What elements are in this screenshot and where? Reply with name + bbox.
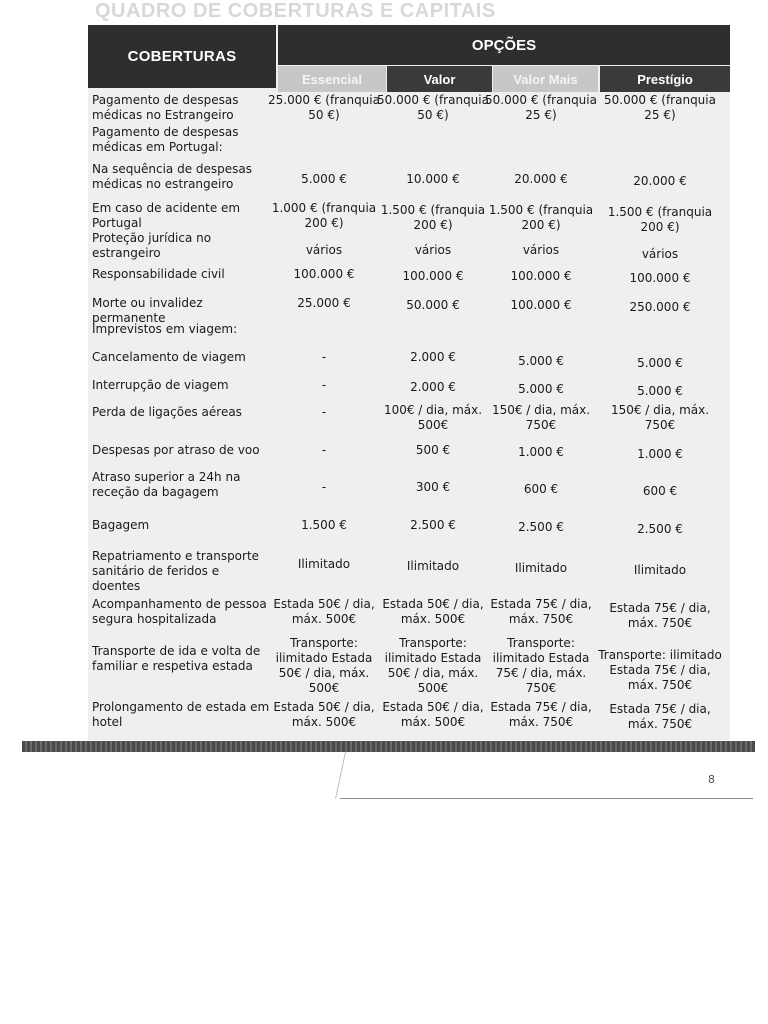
- row-value: 100.000 €: [629, 271, 691, 285]
- row-value: -: [321, 378, 327, 392]
- row-value: 250.000 €: [629, 300, 691, 314]
- row-value: 50.000 €: [406, 298, 460, 312]
- coberturas-header: COBERTURAS: [88, 25, 276, 88]
- row-value: 10.000 €: [406, 172, 460, 186]
- row-label: Imprevistos em viagem:: [92, 322, 238, 336]
- row-value: 100.000 €: [510, 269, 572, 283]
- row-label: Proteção jurídica no estrangeiro: [92, 231, 212, 260]
- row-value: 50.000 € (franquia 25 €): [485, 93, 597, 122]
- row-label: Prolongamento de estada em hotel: [92, 700, 270, 729]
- option-header-valor: Valor: [387, 66, 492, 92]
- row-value: Transporte: ilimitado Estada 75€ / dia, máx. 750€: [598, 648, 722, 692]
- footer-line: [340, 798, 753, 799]
- row-value: Estada 50€ / dia, máx. 500€: [273, 700, 375, 729]
- row-label: Cancelamento de viagem: [92, 350, 246, 364]
- page-fold: [320, 752, 346, 799]
- row-value: 100.000 €: [510, 298, 572, 312]
- row-value: 300 €: [415, 480, 451, 494]
- row-label: Acompanhamento de pessoa segura hospitalizada: [92, 597, 267, 626]
- row-value: 1.500 €: [301, 518, 347, 532]
- row-value: 1.500 € (franquia 200 €): [488, 203, 594, 232]
- row-label: Pagamento de despesas médicas no Estrangeiro: [92, 93, 239, 122]
- row-value: Ilimitado: [514, 561, 568, 575]
- row-value: Estada 75€ / dia, máx. 750€: [609, 601, 711, 630]
- row-value: Ilimitado: [297, 557, 351, 571]
- row-value: 1.000 €: [637, 447, 683, 461]
- row-value: Ilimitado: [633, 563, 687, 577]
- option-header-essencial: Essencial: [278, 66, 386, 92]
- row-value: Estada 50€ / dia, máx. 500€: [382, 597, 484, 626]
- row-label: Repatriamento e transporte sanitário de feridos e doentes: [92, 549, 260, 593]
- row-value: Transporte: ilimitado Estada 50€ / dia, máx. 500€: [384, 636, 482, 695]
- row-value: Ilimitado: [406, 559, 460, 573]
- row-value: vários: [414, 243, 452, 257]
- row-value: -: [321, 443, 327, 457]
- row-label: Transporte de ida e volta de familiar e respetiva estada: [92, 644, 261, 673]
- row-value: 600 €: [642, 484, 678, 498]
- row-value: Estada 75€ / dia, máx. 750€: [490, 700, 592, 729]
- row-value: -: [321, 350, 327, 364]
- row-value: 150€ / dia, máx. 750€: [491, 403, 591, 432]
- row-value: 20.000 €: [633, 174, 687, 188]
- option-header-prestigio: Prestígio: [600, 66, 730, 92]
- row-value: -: [321, 480, 327, 494]
- row-value: 1.500 € (franquia 200 €): [380, 203, 486, 232]
- row-label: Na sequência de despesas médicas no estrangeiro: [92, 162, 253, 191]
- row-value: vários: [522, 243, 560, 257]
- row-label: Morte ou invalidez permanente: [92, 296, 203, 325]
- row-value: 100.000 €: [293, 267, 355, 281]
- row-label: Interrupção de viagem: [92, 378, 229, 392]
- row-value: 5.000 €: [518, 354, 564, 368]
- row-value: Estada 75€ / dia, máx. 750€: [609, 702, 711, 731]
- row-value: 600 €: [523, 482, 559, 496]
- row-value: Transporte: ilimitado Estada 75€ / dia, máx. 750€: [492, 636, 590, 695]
- row-value: 20.000 €: [514, 172, 568, 186]
- row-value: 1.000 €: [518, 445, 564, 459]
- row-value: 1.000 € (franquia 200 €): [271, 201, 377, 230]
- footer-bar: [22, 741, 755, 752]
- opcoes-header: OPÇÕES: [278, 25, 730, 65]
- row-value: 2.000 €: [410, 350, 456, 364]
- row-label: Em caso de acidente em Portugal: [92, 201, 241, 230]
- row-value: 5.000 €: [518, 382, 564, 396]
- row-value: 2.500 €: [637, 522, 683, 536]
- row-value: 25.000 € (franquia 50 €): [268, 93, 380, 122]
- row-value: Transporte: ilimitado Estada 50€ / dia, máx. 500€: [275, 636, 373, 695]
- row-value: 50.000 € (franquia 50 €): [377, 93, 489, 122]
- row-value: vários: [641, 247, 679, 261]
- row-value: 500 €: [415, 443, 451, 457]
- option-header-valor-mais: Valor Mais: [493, 66, 598, 92]
- row-label: Pagamento de despesas médicas em Portugal:: [92, 125, 239, 154]
- row-value: 100.000 €: [402, 269, 464, 283]
- row-label: Perda de ligações aéreas: [92, 405, 242, 419]
- row-value: 100€ / dia, máx. 500€: [383, 403, 483, 432]
- row-value: 5.000 €: [637, 356, 683, 370]
- row-value: 5.000 €: [301, 172, 347, 186]
- row-value: 2.500 €: [410, 518, 456, 532]
- row-label: Atraso superior a 24h na receção da bagagem: [92, 470, 241, 499]
- page-number: 8: [708, 773, 715, 786]
- row-value: 5.000 €: [637, 384, 683, 398]
- row-value: 2.500 €: [518, 520, 564, 534]
- row-value: vários: [305, 243, 343, 257]
- row-value: 2.000 €: [410, 380, 456, 394]
- row-value: 50.000 € (franquia 25 €): [604, 93, 716, 122]
- row-label: Responsabilidade civil: [92, 267, 225, 281]
- row-value: 1.500 € (franquia 200 €): [607, 205, 713, 234]
- row-value: 150€ / dia, máx. 750€: [610, 403, 710, 432]
- row-value: Estada 50€ / dia, máx. 500€: [382, 700, 484, 729]
- row-label: Despesas por atraso de voo: [92, 443, 260, 457]
- page-heading: QUADRO DE COBERTURAS E CAPITAIS: [95, 0, 496, 22]
- row-value: 25.000 €: [297, 296, 351, 310]
- row-value: Estada 75€ / dia, máx. 750€: [490, 597, 592, 626]
- row-value: -: [321, 405, 327, 419]
- row-label: Bagagem: [92, 518, 150, 532]
- row-value: Estada 50€ / dia, máx. 500€: [273, 597, 375, 626]
